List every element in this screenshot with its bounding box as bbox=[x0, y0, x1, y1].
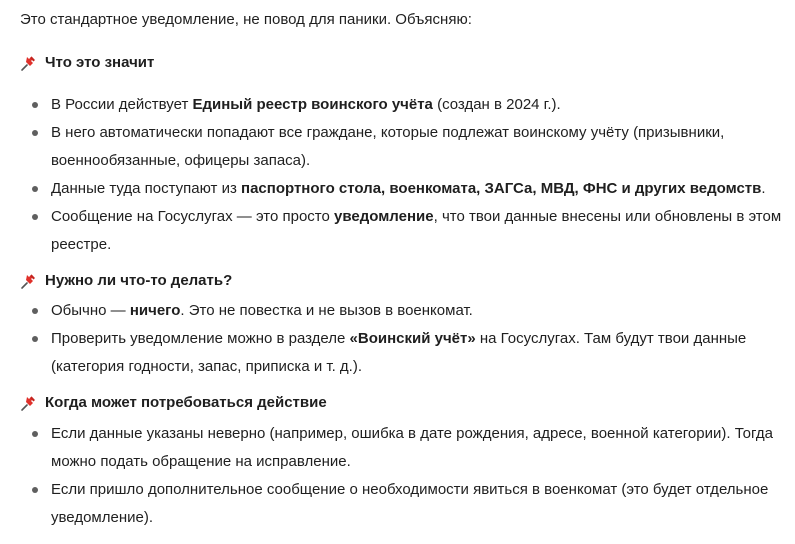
bullet-list bbox=[20, 297, 795, 381]
list-item bbox=[20, 325, 795, 381]
item-bold-text: Единый реестр воинского учёта bbox=[192, 96, 433, 113]
pushpin-icon bbox=[20, 54, 38, 72]
list-item bbox=[20, 297, 795, 325]
list-item bbox=[20, 476, 795, 532]
pushpin-icon bbox=[20, 394, 38, 412]
item-text: , что твои данные внесены или обновлены в этом реестре. bbox=[51, 208, 782, 253]
item-bold-text: уведомление bbox=[334, 208, 434, 225]
bullet-list bbox=[20, 91, 795, 259]
list-item bbox=[20, 203, 795, 259]
list-item bbox=[20, 91, 795, 119]
section-title: Что это значит bbox=[45, 54, 155, 71]
section-title: Нужно ли что-то делать? bbox=[45, 272, 233, 289]
item-text: Если данные указаны неверно (например, ошибка в дате рождения, адресе, военной категории). Тогда можно подать обращение на исправление. bbox=[51, 425, 773, 470]
section-heading bbox=[20, 392, 795, 414]
section-title: Когда может потребоваться действие bbox=[45, 394, 327, 411]
item-bold-text: паспортного стола, военкомата, ЗАГСа, МВД, ФНС и других ведомств bbox=[241, 180, 762, 197]
list-item bbox=[20, 119, 795, 175]
item-text: Данные туда поступают из bbox=[51, 180, 242, 197]
item-text: (создан в 2024 г.). bbox=[432, 96, 561, 113]
bullet-list bbox=[20, 420, 795, 532]
item-text: В России действует bbox=[51, 96, 193, 113]
item-text: Если пришло дополнительное сообщение о необходимости явиться в военкомат (это будет отдельное уведомление). bbox=[51, 481, 769, 526]
list-item bbox=[20, 420, 795, 476]
pushpin-icon bbox=[20, 272, 38, 290]
item-text: на Госуслугах. Там будут твои данные (категория годности, запас, приписка и т. д.). bbox=[51, 330, 747, 375]
item-text: В него автоматически попадают все граждане, которые подлежат воинскому учёту (призывники, военнообязанные, офицеры запаса). bbox=[51, 124, 725, 169]
intro-text: Это стандартное уведомление, не повод для паники. Объясняю: bbox=[20, 11, 472, 28]
list-item bbox=[20, 175, 795, 203]
item-text: . bbox=[761, 180, 766, 197]
section-when-action-needed bbox=[20, 392, 795, 532]
section-heading bbox=[20, 270, 795, 292]
item-text: Обычно — bbox=[51, 302, 130, 319]
item-bold-text: «Воинский учёт» bbox=[349, 330, 476, 347]
section-heading bbox=[20, 52, 795, 74]
item-text: . Это не повестка и не вызов в военкомат. bbox=[180, 302, 473, 319]
section-meaning bbox=[20, 52, 795, 259]
item-bold-text: ничего bbox=[129, 302, 181, 319]
section-what-to-do bbox=[20, 270, 795, 381]
item-text: Проверить уведомление можно в разделе bbox=[51, 330, 350, 347]
item-text: Сообщение на Госуслугах — это просто bbox=[51, 208, 335, 225]
